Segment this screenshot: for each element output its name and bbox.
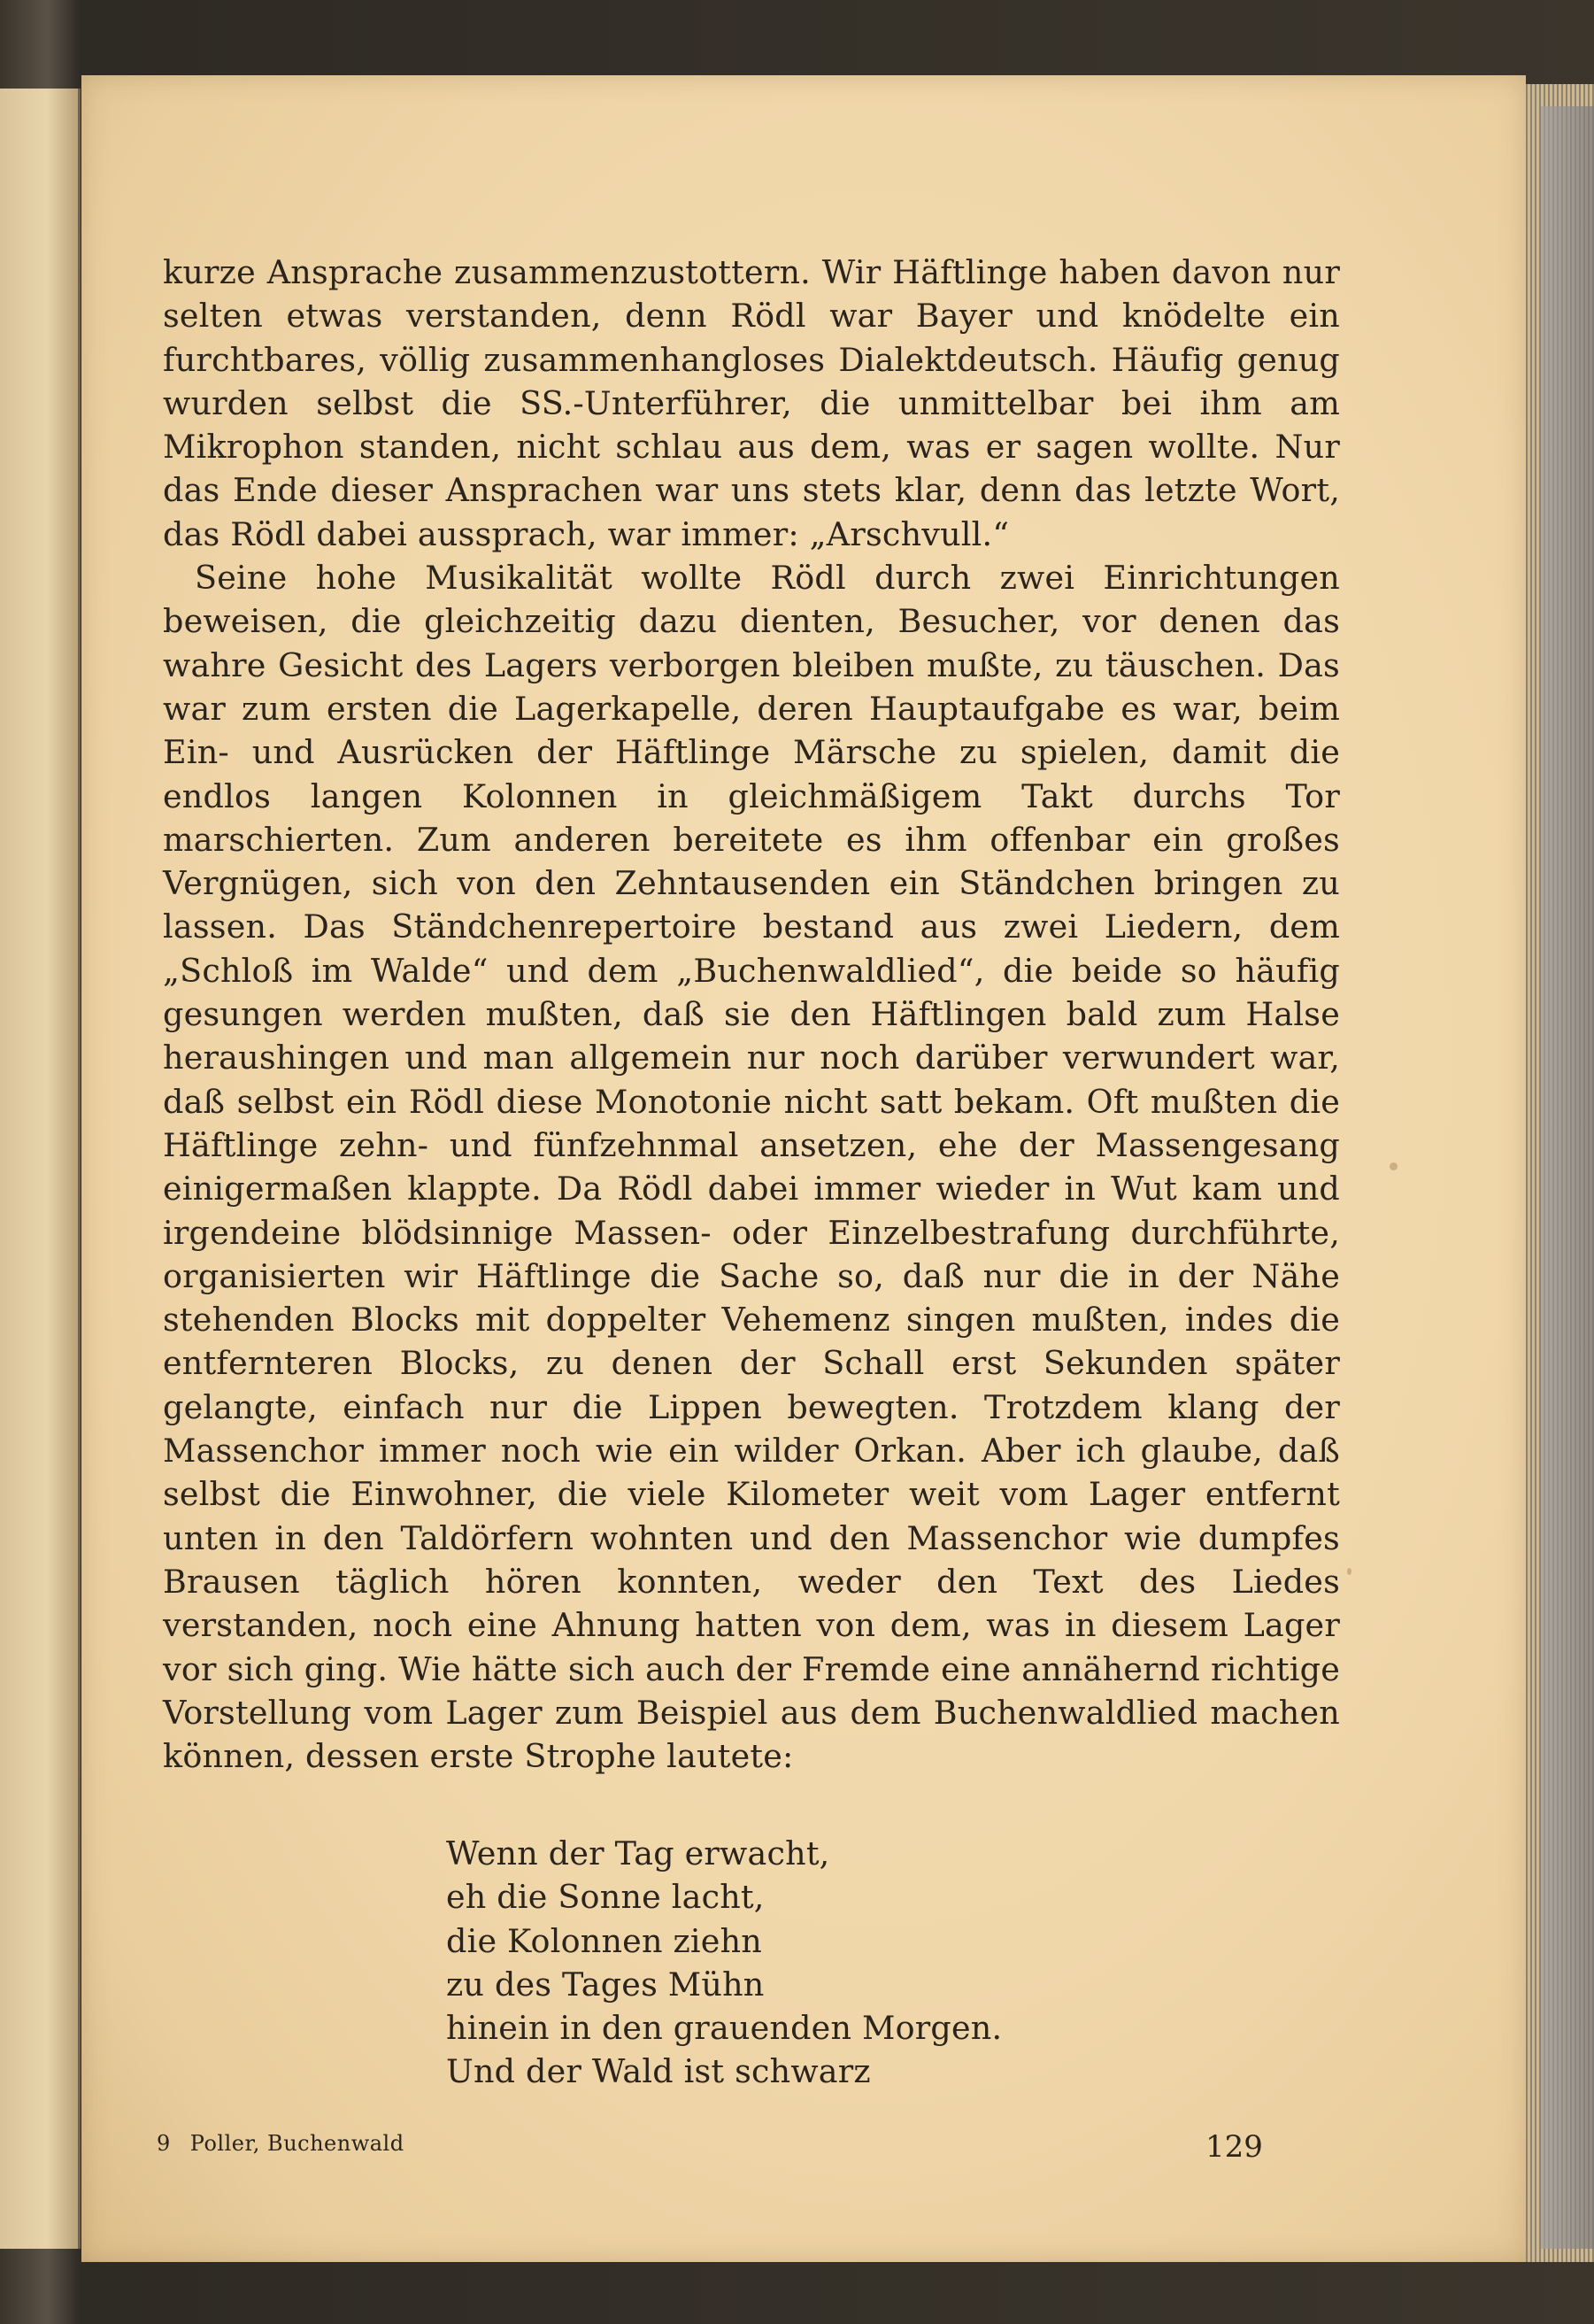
footer-signature-line xyxy=(157,2131,404,2156)
verse-line: hinein in den grauenden Morgen. xyxy=(446,2009,1003,2048)
song-verse xyxy=(446,1832,1002,2094)
facing-page-edge xyxy=(0,89,81,2249)
verse-line: Wenn der Tag erwacht, xyxy=(446,1834,830,1872)
page-number: 129 xyxy=(1205,2129,1263,2165)
signature-mark: 9 xyxy=(157,2131,171,2156)
verse-line: eh die Sonne lacht, xyxy=(446,1878,765,1917)
running-title: Poller, Buchenwald xyxy=(189,2131,404,2156)
verse-line: die Kolonnen ziehn xyxy=(446,1921,762,1960)
paragraph: kurze Ansprache zusammenzustottern. Wir Häftlinge haben davon nur selten etwas verstanden, denn Rödl war Bayer und knödelte ein furchtbares, völlig zusammenhangloses Dialektdeutsch. Häufig genug wurden selbst die SS.-Unterführer, die unmittelbar bei ihm am Mikrophon standen, nicht schlau aus dem, was er sagen wollte. Nur das Ende dieser Ansprachen war uns stets klar, denn das letzte Wort, das Rödl dabei aussprach, war immer: „Arschvull.“ xyxy=(163,253,1340,553)
paper-spot xyxy=(1390,1162,1398,1170)
page-stack-shadow xyxy=(1541,106,1594,2249)
paragraph: Seine hohe Musikalität wollte Rödl durch zwei Einrichtungen beweisen, die gleichzeitig dazu dienten, Besucher, vor denen das wahre Gesicht des Lagers verborgen bleiben mußte, zu täuschen. Das war zum ersten die Lagerkapelle, deren Hauptaufgabe es war, beim Ein- und Ausrücken der Häftlinge Märsche zu spielen, damit die endlos langen Kolonnen in gleichmäßigem Takt durchs Tor marschierten. Zum anderen bereitete es ihm offenbar ein großes Vergnügen, sich von den Zehntausenden ein Ständchen bringen zu lassen. Das Ständchenrepertoire bestand aus zwei Liedern, dem „Schloß im Walde“ und dem „Buchenwaldlied“, die beide so häufig gesungen werden mußten, daß sie den Häftlingen bald zum Halse heraushingen und man allgemein nur noch darüber verwundert war, daß selbst ein Rödl diese Monotonie nicht satt bekam. Oft mußten die Häftlinge zehn- und fünfzehnmal ansetzen, ehe der Massengesang einigermaßen klappte. Da Rödl dabei immer wieder in Wut kam und irgendeine blödsinnige Massen- oder Einzelbestrafung durchführte, organisierten wir Häftlinge die Sache so, daß nur die in der Nähe stehenden Blocks mit doppelter Vehemenz singen mußten, indes die entfernteren Blocks, zu denen der Schall erst Sekunden später gelangte, einfach nur die Lippen bewegten. Trotzdem klang der Massenchor immer noch wie ein wilder Orkan. Aber ich glaube, daß selbst die Einwohner, die viele Kilometer weit vom Lager entfernt unten in den Taldörfern wohnten und den Massenchor wie dumpfes Brausen täglich hören konnten, weder den Text des Liedes verstanden, noch eine Ahnung hatten von dem, was in diesem Lager vor sich ging. Wie hätte sich auch der Fremde eine annähernd richtige Vorstellung vom Lager zum Beispiel aus dem Buchenwaldlied machen können, dessen erste Strophe lautete: xyxy=(163,559,1340,1776)
body-text xyxy=(163,251,1340,1778)
book-page xyxy=(81,75,1526,2262)
verse-line: Und der Wald ist schwarz xyxy=(446,2052,871,2091)
paper-spot xyxy=(1347,1568,1351,1575)
verse-line: zu des Tages Mühn xyxy=(446,1965,765,2004)
